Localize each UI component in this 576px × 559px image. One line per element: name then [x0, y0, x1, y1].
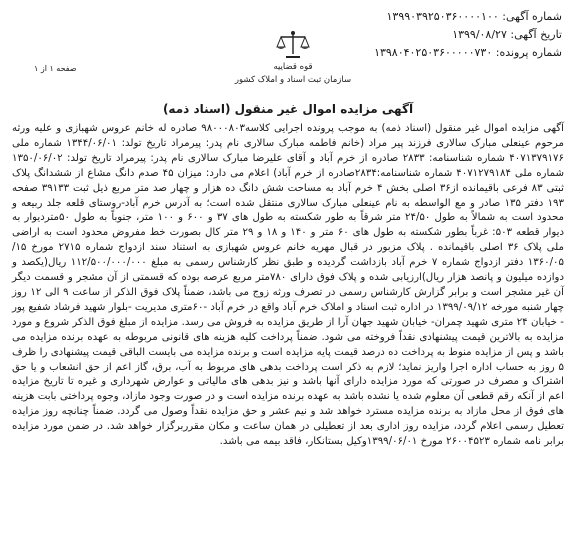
judiciary-emblem-icon: [276, 30, 310, 60]
notice-date: تاریخ آگهی: ۱۳۹۹/۰۸/۲۷: [452, 28, 562, 41]
document-body: [12, 122, 564, 450]
page-indicator: صفحه ۱ از ۱: [34, 64, 77, 73]
notice-number: شماره آگهی: ۱۳۹۹۰۳۹۲۵۰۳۶۰۰۰۰۱۰۰: [386, 10, 562, 23]
org-name-line2: سازمان ثبت اسناد و املاک کشور: [234, 75, 352, 85]
body-paragraph: آگهی مزایده اموال غیر منقول (اسناد ذمه) به موجب پرونده اجرایی کلاسه۹۸۰۰۰۸۰۳ صادره له خانم عروس شهبازی و علیه ورثه مرحوم عینعلی مبارک سالاری فرزند پیر مراد (خانم فاطمه مبارک سالاری نام پدر: پیرمراد تاریخ تولد: ۱۳۴۴/۰۶/۰۱ شماره ملی ۴۰۷۱۳۷۹۱۷۶ شماره شناسنامه: ۲۸۳۳ صادره از خرم آباد و آقای علیرضا مبارک سالاری نام پدر: پیرمراد تاریخ تولد: ۱۳۵۰/۰۶/۰۲ شماره ملی ۴۰۷۱۲۷۹۱۸۴ شماره شناسنامه:۲۸۳۴صادره از خرم آباد) اعلام می دارد: میزان ۴۵ صدم دانگ مشاع از ششدانگ پلاک ثبتی ۸۳ فرعی باقیمانده از۳۶ اصلی بخش ۴ خرم آباد به مساحت شش دانگ ده هزار و چهار صد متر مربع ذیل ثبت ۳۹۱۳۳ صفحه ۱۹۳ دفتر ۱۳۵ صادر و مع الواسطه به نام عینعلی مبارک سالاری منتقل شده است؛ به آدرس خرم آباد-روستای قلعه جلد ربیعه و محدود است به شمالاً به طول ۲۴/۵۰ متر شرقاً به طور شکسته به طول های ۳۷ و ۶۰۰ و ۱۰۰ متر، جنوباً به طول ۵۰متردیوار به دیوار قطعه ۵۰۳: غرباً بطور شکسته به طول های ۶۰ متر و ۱۴۰ و ۱۸ و ۲۹ متر کال بصورت خط مفروض محدود است به اراضی ملی پلاک ۳۶ اصلی باقیمانده . پلاک مزبور در قبال مهریه خانم عروس شهبازی به استناد سند ازدواج شماره ۲۷۱۵ مورخ ۱۵/ ۱۳۶۰/۰۵ دفتر ازدواج شماره ۷ خرم آباد بازداشت گردیده و طبق نظر کارشناس رسمی به مبلغ ۱۱۲/۵۰۰/۰۰۰/۰۰۰ ریال(یکصد و دوازده میلیون و پانصد هزار ریال)ارزیابی شده و پلاک فوق دارای ۷۸۰متر مربع عرصه بوده که قسمتی از آن مشجر و قسمت دیگر آن غیر مشجر است و برابر گزارش کارشناس رسمی در تصرف ورثه زوج می باشد، ضمناً پلاک فوق الذکر از ساعت ۹ الی ۱۲ روز چهار شنبه مورخه ۱۳۹۹/۰۹/۱۲ در اداره ثبت اسناد و املاک خرم آباد واقع در خرم آباد -۶۰متری مدیریت -بلوار شهید فرشاد شفیع پور - خیابان ۲۴ متری شهید چمران- خیابان شهید جهان آرا از طریق مزایده به فروش می رسد. مزایده از مبلغ فوق الذکر شروع و مورد مزایده به بالاترین قیمت پیشنهادی نقداً فروخته می شود. ضمناً پرداخت کلیه هزینه های قانونی مربوطه به عهده برنده مزایده می باشد و پس از مزایده منوط به پرداخت ده درصد قیمت پایه مزایده است و برنده مزایده می بایست الباقی قیمت پیشنهادی را ظرف ۵ روز به حساب اداره اجرا واریز نماید؛ لازم به ذکر است پرداخت بدهی های مربوط به آب، برق، گاز اعم از حق انشعاب و یا حق اشتراک و مصرف در صورتی که مورد مزایده دارای آنها باشد و نیز بدهی های مالیاتی و عوارض شهرداری و غیره تا تاریخ مزایده اعم از آنکه رقم قطعی آن معلوم شده یا نشده باشد به عهده برنده مزایده است و در صورت وجود مازاد، وجوه پرداختی بابت هزینه های فوق از محل مازاد به برنده مزایده مسترد خواهد شد و نیم عشر و حق مزایده نقداً وصول می گردد. ضمناً چنانچه روز مزایده تعطیل رسمی اعلام گردد، مزایده روز اداری بعد از تعطیلی در همان ساعت و مکان مقرربرگزار خواهد شد. در ضمن مورد مزایده برابر نامه شماره ۲۶۰۰۴۵۲۳ مورخ ۱۳۹۹/۰۶/۰۱وکیل بستانکار، فاقد بیمه می باشد.: [12, 123, 565, 448]
org-name-line1: قوه قضاییه: [273, 62, 313, 72]
organization-emblem: [228, 30, 358, 86]
document-title: آگهی مزایده اموال غیر منقول (اسناد ذمه): [162, 102, 414, 116]
file-number: شماره پرونده: ۱۳۹۸۰۴۰۲۵۰۳۶۰۰۰۰۰۷۳۰: [374, 46, 562, 59]
notice-metadata: [322, 8, 562, 62]
